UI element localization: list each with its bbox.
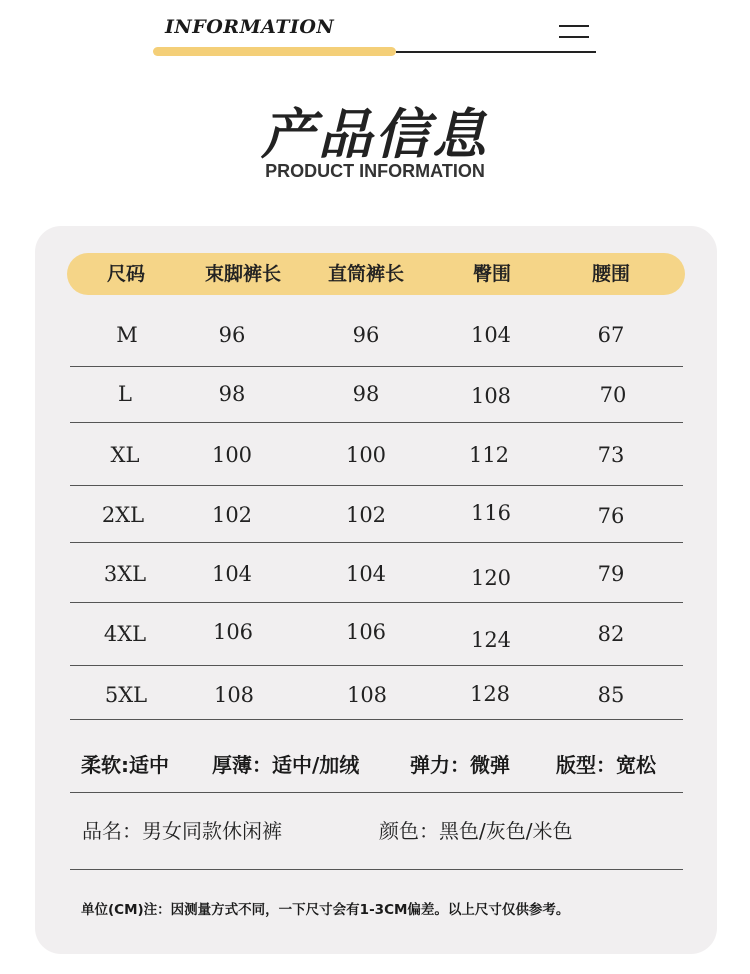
size-cell: 2XL — [101, 503, 145, 527]
column-header-hip: 臀围 — [472, 263, 512, 285]
size-cell: 5XL — [104, 683, 148, 707]
waist-cell: 79 — [597, 562, 625, 586]
tapered-length-cell: 102 — [211, 503, 253, 527]
tapered-length-cell: 108 — [213, 683, 255, 707]
table-row — [70, 366, 683, 423]
column-header-straight-length: 直筒裤长 — [327, 263, 405, 285]
column-header-tapered-length: 束脚裤长 — [204, 263, 282, 285]
table-row — [70, 666, 683, 720]
straight-length-cell: 98 — [352, 382, 380, 406]
size-cell: M — [116, 323, 138, 347]
hip-cell: 124 — [470, 628, 512, 652]
straight-length-cell: 104 — [345, 562, 387, 586]
straight-length-cell: 102 — [345, 503, 387, 527]
hip-cell: 116 — [470, 501, 512, 525]
hip-cell: 128 — [469, 682, 511, 706]
tapered-length-cell: 96 — [218, 323, 246, 347]
waist-cell: 76 — [597, 504, 625, 528]
accent-underline — [153, 47, 396, 56]
product-colors: 颜色：黑色/灰色/米色 — [379, 819, 573, 843]
product-details-row — [70, 793, 683, 870]
section-label: INFORMATION — [165, 16, 335, 38]
softness-attribute: 柔软:适中 — [81, 753, 169, 777]
tapered-length-cell: 100 — [211, 443, 253, 467]
divider-line — [396, 51, 596, 53]
size-table-header — [67, 253, 685, 295]
waist-cell: 70 — [599, 383, 627, 407]
size-cell: 3XL — [103, 562, 147, 586]
hip-cell: 108 — [470, 384, 512, 408]
hip-cell: 120 — [470, 566, 512, 590]
hip-cell: 104 — [470, 323, 512, 347]
waist-cell: 73 — [597, 443, 625, 467]
thickness-attribute: 厚薄：适中/加绒 — [212, 753, 360, 777]
hip-cell: 112 — [468, 443, 510, 467]
straight-length-cell: 108 — [346, 683, 388, 707]
straight-length-cell: 106 — [345, 620, 387, 644]
column-header-size: 尺码 — [106, 263, 146, 285]
table-row — [70, 486, 683, 543]
straight-length-cell: 100 — [345, 443, 387, 467]
waist-cell: 67 — [597, 323, 625, 347]
size-cell: XL — [110, 443, 140, 467]
fit-attribute: 版型：宽松 — [556, 753, 656, 777]
table-row — [70, 543, 683, 603]
page-title: 产品信息 — [261, 103, 489, 166]
elasticity-attribute: 弹力：微弹 — [410, 753, 510, 777]
menu-icon[interactable] — [559, 22, 589, 40]
table-row — [70, 296, 683, 367]
size-cell: L — [118, 382, 132, 406]
table-row — [70, 423, 683, 486]
size-cell: 4XL — [103, 622, 147, 646]
page-subtitle: PRODUCT INFORMATION — [265, 161, 485, 181]
tapered-length-cell: 104 — [211, 562, 253, 586]
product-name: 品名：男女同款休闲裤 — [82, 819, 282, 843]
waist-cell: 85 — [597, 683, 625, 707]
straight-length-cell: 96 — [352, 323, 380, 347]
tapered-length-cell: 106 — [212, 620, 254, 644]
measurement-note: 单位(CM)注：因测量方式不同，一下尺寸会有1-3CM偏差。以上尺寸仅供参考。 — [81, 902, 570, 918]
waist-cell: 82 — [597, 622, 625, 646]
attributes-row — [70, 740, 683, 793]
column-header-waist: 腰围 — [591, 263, 631, 285]
table-row — [70, 603, 683, 666]
tapered-length-cell: 98 — [218, 382, 246, 406]
